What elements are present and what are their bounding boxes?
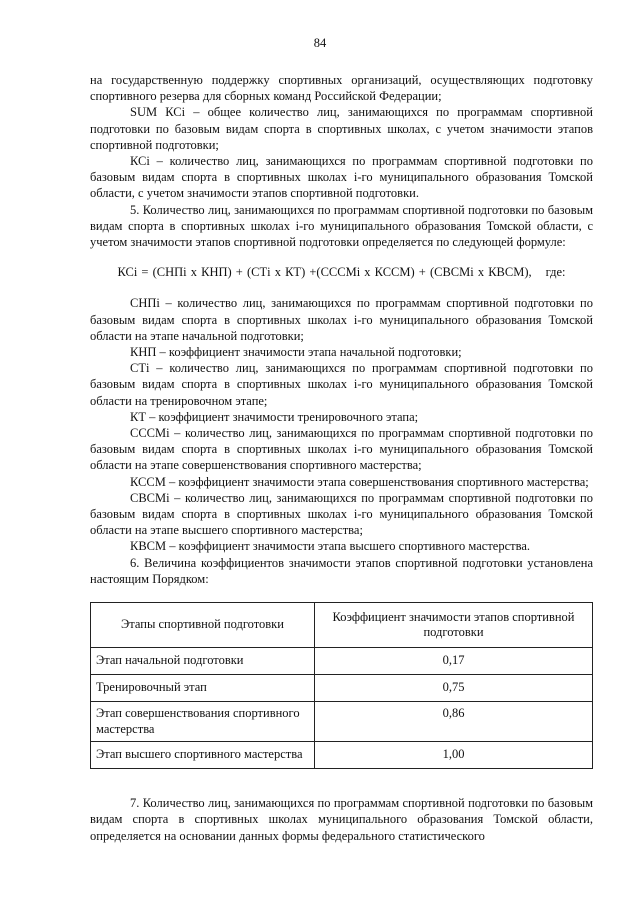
table-cell-stage: Этап начальной подготовки	[91, 648, 315, 675]
table-cell-coef: 0,86	[315, 702, 593, 742]
table-header: Коэффициент значимости этапов спортивной подготовки	[315, 603, 593, 648]
table-cell-coef: 0,75	[315, 675, 593, 702]
paragraph: КСi – количество лиц, занимающихся по программам спортивной подготовки по базовым видам спорта в спортивных школах i-го муниципального образования Томской области, с учетом значимости этапов спортивной подготовки.	[90, 154, 593, 201]
definition-svsm: СВСМi – количество лиц, занимающихся по программам спортивной подготовки по базовым видам спорта в спортивных школах i-го муниципального образования Томской области на этапе высшего спортивного мастерства;	[90, 490, 593, 538]
definition-snp: СНПi – количество лиц, занимающихся по программам спортивной подготовки по базовым видам спорта в спортивных школах i-го муниципального образования Томской области на этапе начальной подготовки;	[90, 296, 593, 343]
paragraph: на государственную поддержку спортивных организаций, осуществляющих подготовку спортивного резерва для сборных команд Российской Федерации;	[90, 73, 593, 104]
table-row	[91, 648, 593, 675]
table-cell-stage: Этап высшего спортивного мастерства	[91, 742, 315, 769]
paragraph: 7. Количество лиц, занимающихся по программам спортивной подготовки по базовым видам спорта в спортивных школах муниципального образования Томской области, определяется на основании данных формы федерального статистического	[90, 796, 593, 843]
table-cell-stage: Тренировочный этап	[91, 675, 315, 702]
table-header: Этапы спортивной подготовки	[91, 603, 315, 648]
definition-st: СТi – количество лиц, занимающихся по программам спортивной подготовки по базовым видам спорта в спортивных школах i-го муниципального образования Томской области на тренировочном этапе;	[90, 361, 593, 408]
definition-kt: КТ – коэффициент значимости тренировочного этапа;	[130, 409, 419, 424]
paragraph: 6. Величина коэффициентов значимости этапов спортивной подготовки установлена настоящим Порядком:	[90, 555, 593, 586]
table-row	[91, 742, 593, 769]
document-body	[90, 72, 593, 844]
coefficient-table	[90, 602, 593, 769]
formula-line	[90, 264, 593, 280]
table-header-row	[91, 603, 593, 648]
definition-sssm: СССМi – количество лиц, занимающихся по программам спортивной подготовки по базовым видам спорта в спортивных школах i-го муниципального образования Томской области на этапе совершенствования спортивного мастерства;	[90, 426, 593, 473]
formula-expression: КСi = (СНПi х КНП) + (СТi х КТ) +(СССМi х КССМ) + (СВСМi х КВСМ),	[117, 265, 532, 280]
table-row	[91, 675, 593, 702]
paragraph: 5. Количество лиц, занимающихся по программам спортивной подготовки по базовым видам спорта в спортивных школах i-го муниципального образования Томской области, с учетом значимости этапов спортивной подготовки определяется по следующей формуле:	[90, 202, 593, 250]
page-number: 84	[313, 36, 327, 50]
definition-knp: КНП – коэффициент значимости этапа начальной подготовки;	[130, 345, 462, 360]
table-row	[91, 702, 593, 742]
formula-where: где:	[545, 265, 566, 280]
table-cell-coef: 1,00	[315, 742, 593, 769]
table-cell-coef: 0,17	[315, 648, 593, 675]
paragraph: SUM КСi – общее количество лиц, занимающихся по программам спортивной подготовки по базовым видам спорта в спортивных школах, с учетом значимости этапов спортивной подготовки;	[90, 105, 593, 152]
table-cell-stage: Этап совершенствования спортивного мастерства	[91, 702, 315, 742]
definition-kvsm: КВСМ – коэффициент значимости этапа высшего спортивного мастерства.	[130, 539, 531, 554]
definition-kssm: КССМ – коэффициент значимости этапа совершенствования спортивного мастерства;	[130, 474, 589, 489]
